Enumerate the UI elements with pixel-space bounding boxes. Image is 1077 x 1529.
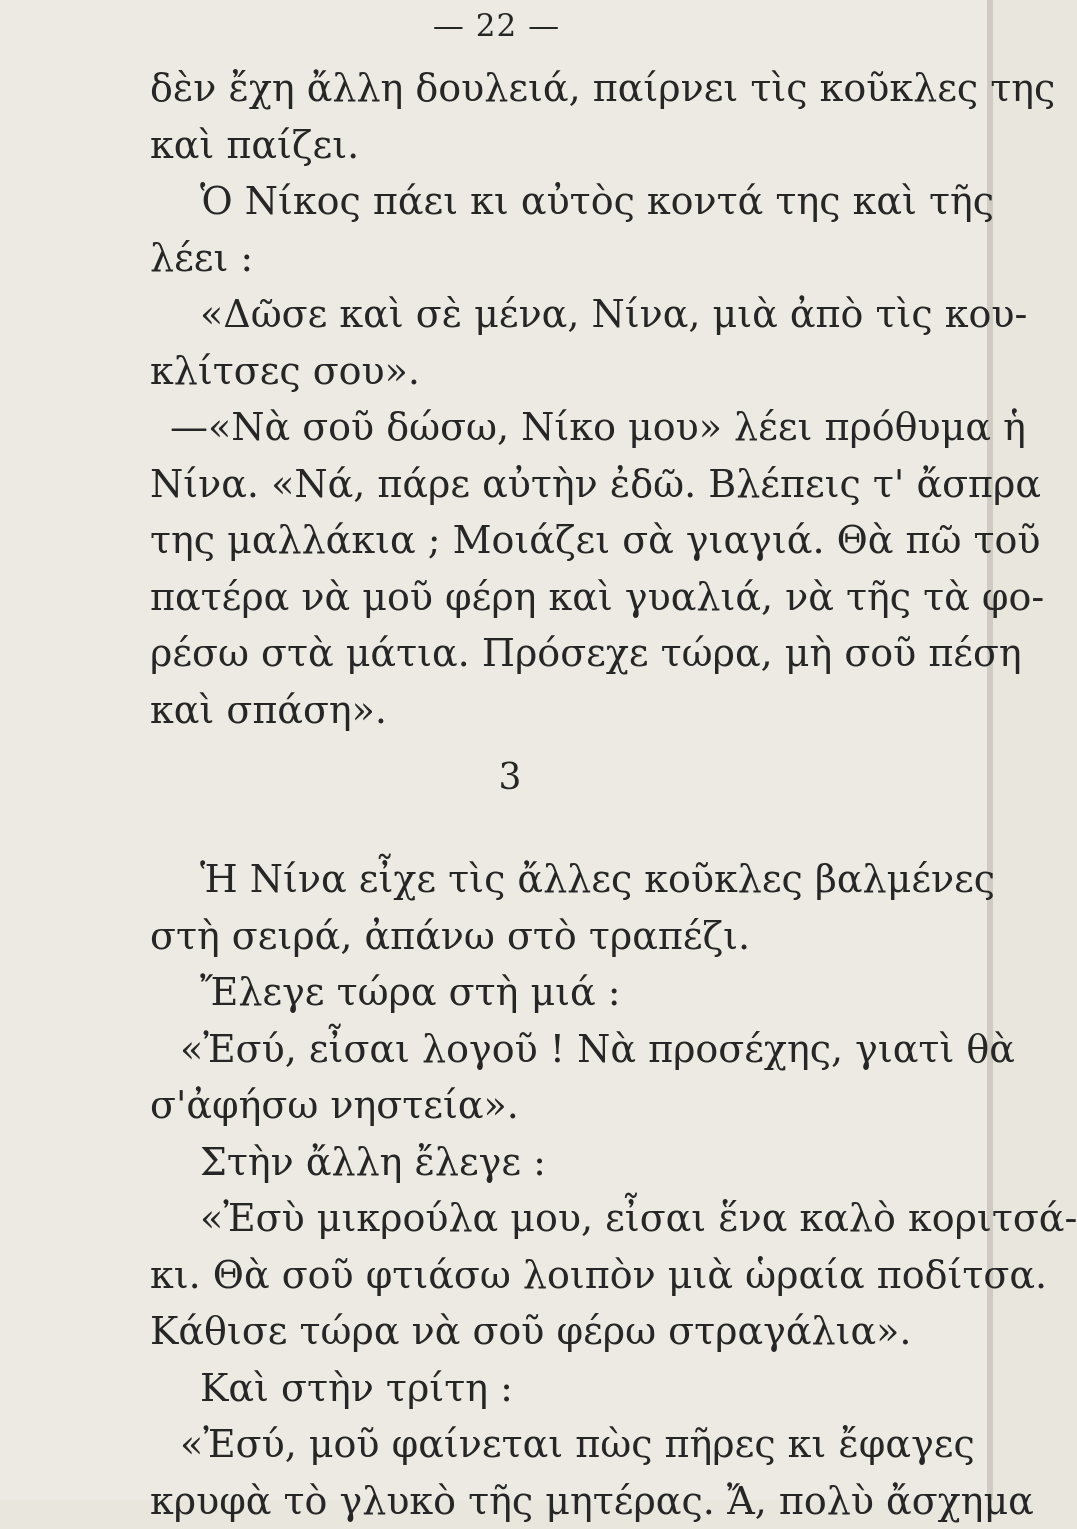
text-line: καὶ σπάση». (150, 682, 990, 739)
text-line: «Ἐσὺ μικρούλα μου, εἶσαι ἕνα καλὸ κοριτσά- (150, 1190, 990, 1247)
text-line: «Ἐσύ, εἶσαι λογοῦ ! Νὰ προσέχης, γιατὶ θὰ (150, 1021, 990, 1078)
text-line: Στὴν ἄλλη ἔλεγε : (150, 1134, 990, 1191)
text-line: ρέσω στὰ μάτια. Πρόσεχε τώρα, μὴ σοῦ πέση (150, 625, 990, 682)
section-number: 3 (150, 738, 990, 851)
text-line: κρυφὰ τὸ γλυκὸ τῆς μητέρας. Ἄ, πολὺ ἄσχημα (150, 1473, 990, 1529)
text-line: Κάθισε τώρα νὰ σοῦ φέρω στραγάλια». (150, 1303, 990, 1360)
text-line: —«Νὰ σοῦ δώσω, Νίκο μου» λέει πρόθυμα ἡ (150, 399, 990, 456)
page-number: — 22 — (0, 8, 993, 44)
text-line: στὴ σειρά, ἀπάνω στὸ τραπέζι. (150, 908, 990, 965)
text-line: Νίνα. «Νά, πάρε αὐτὴν ἐδῶ. Βλέπεις τ' ἄσπρα (150, 456, 990, 513)
text-line: «Ἐσύ, μοῦ φαίνεται πὼς πῆρες κι ἔφαγες (150, 1416, 990, 1473)
text-line: Ἔλεγε τώρα στὴ μιά : (150, 964, 990, 1021)
text-line: δὲν ἔχη ἄλλη δουλειά, παίρνει τὶς κοῦκλες της (150, 60, 990, 117)
text-line: Καὶ στὴν τρίτη : (150, 1360, 990, 1417)
text-line: καὶ παίζει. (150, 117, 990, 174)
text-line: λέει : (150, 230, 990, 287)
text-line: της μαλλάκια ; Μοιάζει σὰ γιαγιά. Θὰ πῶ τοῦ (150, 512, 990, 569)
text-line: κλίτσες σου». (150, 343, 990, 400)
text-line: Ὁ Νίκος πάει κι αὐτὸς κοντά της καὶ τῆς (150, 173, 990, 230)
text-line: κι. Θὰ σοῦ φτιάσω λοιπὸν μιὰ ὡραία ποδίτσα. (150, 1247, 990, 1304)
text-line: πατέρα νὰ μοῦ φέρη καὶ γυαλιά, νὰ τῆς τὰ φο- (150, 569, 990, 626)
text-line: «Δῶσε καὶ σὲ μένα, Νίνα, μιὰ ἀπὸ τὶς κου- (150, 286, 990, 343)
text-line: σ'ἀφήσω νηστεία». (150, 1077, 990, 1134)
page-text (150, 60, 990, 1529)
text-line: Ἡ Νίνα εἶχε τὶς ἄλλες κοῦκλες βαλμένες (150, 851, 990, 908)
